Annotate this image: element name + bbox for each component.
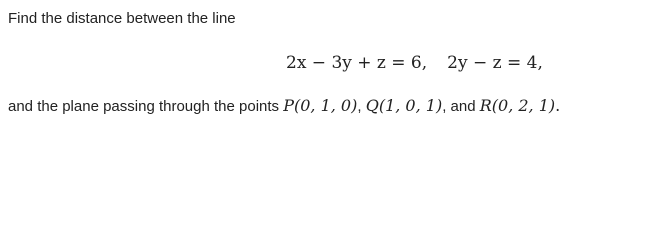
- point-q: Q(1, 0, 1): [365, 96, 443, 115]
- intro-text: Find the distance between the line: [8, 10, 236, 27]
- sentence-end: .: [555, 96, 561, 115]
- separator-2: , and: [442, 98, 480, 115]
- equation-2: 2y − z = 4,: [447, 53, 543, 73]
- plane-text: and the plane passing through the points: [8, 98, 284, 115]
- plane-description: [8, 96, 560, 115]
- equation-1: 2x − 3y + z = 6,: [286, 53, 428, 73]
- line-equations: [286, 53, 543, 73]
- point-p: P(0, 1, 0): [283, 96, 358, 115]
- separator-1: ,: [357, 98, 366, 115]
- point-r: R(0, 2, 1): [479, 96, 556, 115]
